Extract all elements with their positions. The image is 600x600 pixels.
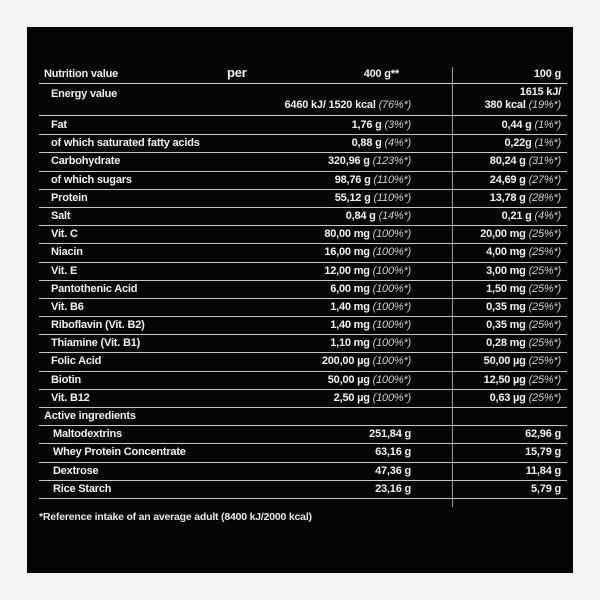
energy-row bbox=[39, 85, 567, 116]
active-ingredient-row bbox=[39, 444, 567, 462]
active-ingredient-row bbox=[39, 481, 567, 499]
nutrient-row bbox=[39, 172, 567, 190]
nutrient-value-400g: 2,50 µg (100%*) bbox=[333, 391, 411, 404]
nutrient-value-400g: 1,76 g (3%*) bbox=[351, 119, 411, 131]
nutrient-value-400g: 320,96 g (123%*) bbox=[327, 155, 411, 168]
nutrient-row bbox=[39, 299, 567, 317]
ingredient-label: Rice Starch bbox=[53, 482, 112, 495]
energy-label: Energy value bbox=[51, 88, 118, 100]
nutrient-value-100g: 12,50 µg (25%*) bbox=[483, 373, 561, 386]
nutrient-value-400g: 1,40 mg (100%*) bbox=[330, 319, 411, 332]
nutrient-value-100g: 80,24 g (31%*) bbox=[489, 155, 561, 168]
energy-kcal-100g: 380 kcal (19%*) bbox=[484, 99, 561, 111]
header-col-100g: 100 g bbox=[533, 68, 561, 80]
nutrient-value-100g: 0,21 g (4%*) bbox=[501, 209, 561, 222]
nutrient-row bbox=[39, 281, 567, 299]
nutrient-value-100g: 1,50 mg (25%*) bbox=[486, 282, 561, 295]
nutrient-row bbox=[39, 335, 567, 353]
nutrient-row bbox=[39, 317, 567, 335]
nutrient-value-400g: 0,84 g (14%*) bbox=[345, 209, 411, 222]
nutrient-value-400g: 1,40 mg (100%*) bbox=[330, 300, 411, 313]
nutrient-value-400g: 200,00 µg (100%*) bbox=[321, 355, 411, 368]
nutrition-table bbox=[27, 27, 573, 573]
nutrient-value-100g: 4,00 mg (25%*) bbox=[486, 246, 561, 259]
nutrient-value-400g: 55,12 g (110%*) bbox=[334, 191, 411, 204]
nutrient-row bbox=[39, 390, 567, 408]
nutrient-value-400g: 80,00 mg (100%*) bbox=[324, 228, 411, 241]
header-label: Nutrition value bbox=[44, 68, 119, 80]
nutrient-label: of which saturated fatty acids bbox=[51, 137, 200, 150]
nutrient-label: Protein bbox=[51, 191, 88, 204]
nutrient-label: Salt bbox=[51, 209, 71, 222]
nutrient-value-100g: 0,28 mg (25%*) bbox=[486, 337, 561, 350]
nutrient-label: Folic Acid bbox=[51, 355, 102, 368]
nutrient-label: Pantothenic Acid bbox=[51, 282, 138, 295]
nutrient-value-100g: 3,00 mg (25%*) bbox=[486, 264, 561, 277]
ingredient-value-400g: 251,84 g bbox=[369, 428, 411, 441]
nutrient-value-400g: 1,10 mg (100%*) bbox=[330, 337, 411, 350]
nutrient-label: Niacin bbox=[51, 246, 83, 259]
ingredient-value-100g: 62,96 g bbox=[525, 428, 561, 441]
nutrient-rows bbox=[39, 117, 567, 499]
energy-value-400g: 6460 kJ/ 1520 kcal (76%*) bbox=[284, 99, 411, 111]
nutrient-label: Biotin bbox=[51, 373, 81, 386]
ingredient-value-400g: 23,16 g bbox=[375, 482, 411, 495]
nutrient-label: of which sugars bbox=[51, 173, 132, 186]
ingredient-value-100g: 5,79 g bbox=[531, 482, 561, 495]
nutrient-value-400g: 6,00 mg (100%*) bbox=[330, 282, 411, 295]
nutrient-row bbox=[39, 244, 567, 262]
nutrient-value-100g: 0,35 mg (25%*) bbox=[486, 300, 561, 313]
active-ingredient-row bbox=[39, 426, 567, 444]
nutrient-row bbox=[39, 135, 567, 153]
active-ingredients-heading: Active ingredients bbox=[39, 408, 567, 426]
nutrient-row bbox=[39, 190, 567, 208]
ingredient-value-400g: 47,36 g bbox=[375, 464, 411, 477]
nutrient-value-400g: 0,88 g (4%*) bbox=[351, 137, 411, 150]
nutrient-label: Vit. C bbox=[51, 228, 78, 241]
header-per: per bbox=[227, 65, 247, 80]
footnote: *Reference intake of an average adult (8400 kJ/2000 kcal) bbox=[39, 511, 312, 523]
nutrient-value-100g: 0,35 mg (25%*) bbox=[486, 319, 561, 332]
nutrient-value-400g: 98,76 g (110%*) bbox=[334, 173, 411, 186]
nutrient-row bbox=[39, 372, 567, 390]
nutrient-row bbox=[39, 153, 567, 171]
nutrient-label: Vit. E bbox=[51, 264, 78, 277]
nutrient-label: Riboflavin (Vit. B2) bbox=[51, 319, 145, 332]
nutrient-label: Carbohydrate bbox=[51, 155, 121, 168]
nutrient-row bbox=[39, 208, 567, 226]
nutrient-row bbox=[39, 263, 567, 281]
nutrient-value-100g: 24,69 g (27%*) bbox=[489, 173, 561, 186]
nutrient-row bbox=[39, 226, 567, 244]
ingredient-value-100g: 11,84 g bbox=[525, 464, 561, 477]
nutrient-value-100g: 0,22g (1%*) bbox=[504, 137, 561, 150]
nutrient-value-100g: 0,63 µg (25%*) bbox=[489, 391, 561, 404]
active-ingredient-row bbox=[39, 463, 567, 481]
nutrient-row bbox=[39, 117, 567, 135]
nutrient-value-100g: 50,00 µg (25%*) bbox=[483, 355, 561, 368]
ingredient-value-100g: 15,79 g bbox=[525, 446, 561, 459]
ingredient-label: Whey Protein Concentrate bbox=[53, 446, 186, 459]
nutrient-label: Fat bbox=[51, 119, 67, 131]
nutrient-value-400g: 16,00 mg (100%*) bbox=[324, 246, 411, 259]
table-header bbox=[39, 67, 567, 84]
nutrient-value-100g: 0,44 g (1%*) bbox=[501, 119, 561, 131]
nutrient-value-400g: 12,00 mg (100%*) bbox=[324, 264, 411, 277]
energy-kj-100g: 1615 kJ/ bbox=[519, 86, 561, 98]
nutrient-label: Vit. B6 bbox=[51, 300, 84, 313]
header-col-400g: 400 g** bbox=[363, 68, 399, 80]
nutrient-value-400g: 50,00 µg (100%*) bbox=[327, 373, 411, 386]
ingredient-value-400g: 63,16 g bbox=[375, 446, 411, 459]
nutrient-value-100g: 20,00 mg (25%*) bbox=[480, 228, 561, 241]
nutrient-label: Vit. B12 bbox=[51, 391, 90, 404]
nutrient-row bbox=[39, 353, 567, 371]
nutrient-label: Thiamine (Vit. B1) bbox=[51, 337, 141, 350]
ingredient-label: Dextrose bbox=[53, 464, 99, 477]
ingredient-label: Maltodextrins bbox=[53, 428, 122, 441]
nutrient-value-100g: 13,78 g (28%*) bbox=[489, 191, 561, 204]
